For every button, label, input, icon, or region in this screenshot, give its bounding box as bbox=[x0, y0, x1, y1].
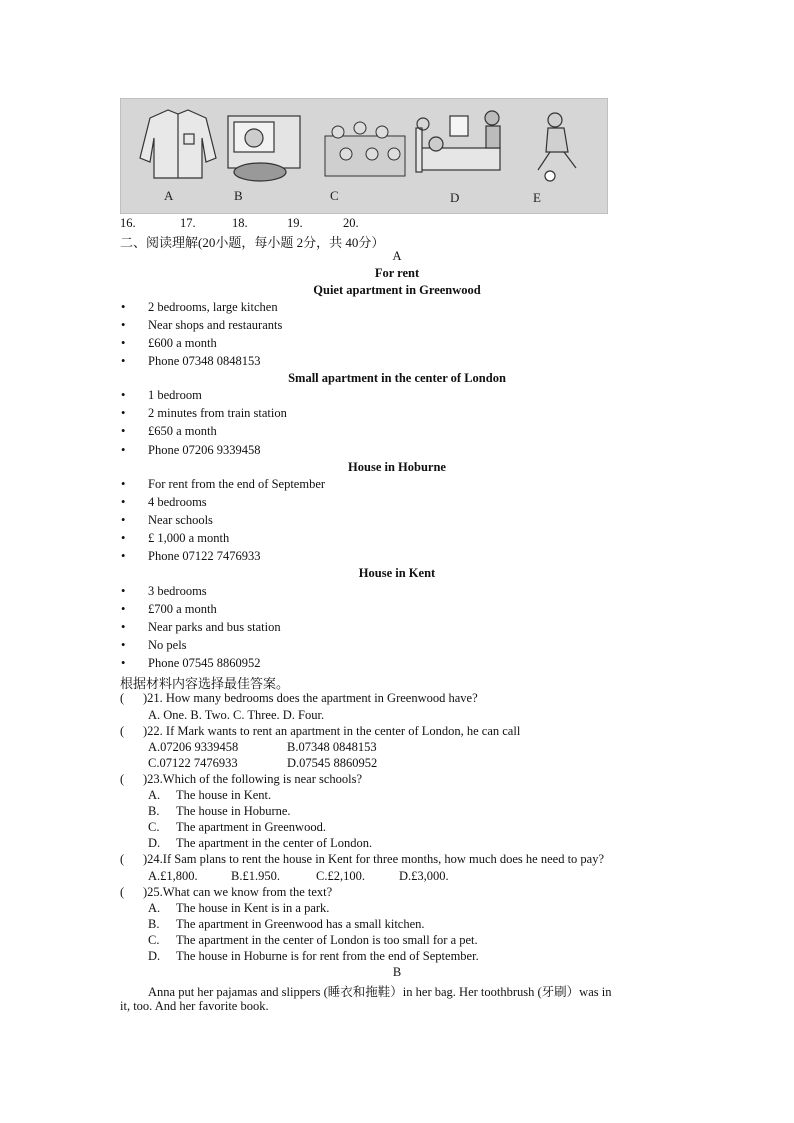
picture-label-e: E bbox=[533, 190, 541, 205]
option-b: B.07348 0848153 bbox=[287, 740, 377, 754]
bullet: • bbox=[121, 584, 126, 598]
picture-label-b: B bbox=[234, 188, 243, 203]
answer-paren-open: ( bbox=[120, 885, 125, 899]
ad-heading: Small apartment in the center of London bbox=[288, 371, 506, 385]
bullet: • bbox=[121, 336, 126, 350]
bullet: • bbox=[121, 443, 126, 457]
option-a: A.£1,800. bbox=[148, 869, 198, 883]
option-text: The apartment in Greenwood. bbox=[176, 820, 326, 834]
option-d: D.07545 8860952 bbox=[287, 756, 378, 770]
option-letter: B. bbox=[148, 804, 160, 818]
question-text: 21. How many bedrooms does the apartment in Greenwood have? bbox=[147, 691, 478, 705]
option-letter: D. bbox=[148, 949, 161, 963]
question-stem bbox=[143, 885, 332, 900]
ad-item: Phone 07122 7476933 bbox=[148, 549, 261, 563]
option-text: The house in Kent. bbox=[176, 788, 272, 802]
bullet: • bbox=[121, 531, 126, 545]
answer-number-20: 20. bbox=[343, 216, 359, 230]
option-text: The house in Kent is in a park. bbox=[176, 901, 330, 915]
passage-b-line: Anna put her pajamas and slippers (睡衣和拖鞋）in her bag. Her toothbrush (牙刷）was in bbox=[148, 985, 612, 999]
bullet: • bbox=[121, 549, 126, 563]
option-letter: C. bbox=[148, 933, 160, 947]
answer-paren-open: ( bbox=[120, 691, 125, 705]
option-letter: A. bbox=[148, 901, 161, 915]
bullet: • bbox=[121, 424, 126, 438]
question-text: 22. If Mark wants to rent an apartment in the center of London, he can call bbox=[147, 724, 521, 738]
instruction: 根据材料内容选择最佳答案。 bbox=[120, 676, 290, 691]
question-options: A. One. B. Two. C. Three. D. Four. bbox=[148, 708, 325, 722]
ad-item: No pels bbox=[148, 638, 187, 652]
ad-item: Near schools bbox=[148, 513, 213, 527]
answer-paren-open: ( bbox=[120, 772, 125, 786]
picture-label-a: A bbox=[164, 188, 174, 203]
ad-item: Phone 07348 0848153 bbox=[148, 354, 261, 368]
option-text: The apartment in the center of London. bbox=[176, 836, 373, 850]
option-text: The house in Hoburne. bbox=[176, 804, 291, 818]
ad-item: Near shops and restaurants bbox=[148, 318, 283, 332]
answer-paren-close: ) bbox=[143, 772, 148, 786]
section-heading: 二、阅读理解(20小题，每小题 2分，共 40分） bbox=[120, 235, 385, 250]
option-c: C.£2,100. bbox=[316, 869, 365, 883]
option-d: D.£3,000. bbox=[399, 869, 449, 883]
bullet: • bbox=[121, 477, 126, 491]
bullet: • bbox=[121, 513, 126, 527]
option-text: The apartment in Greenwood has a small kitchen. bbox=[176, 917, 425, 931]
ad-item: 1 bedroom bbox=[148, 388, 202, 402]
answer-paren-close: ) bbox=[143, 885, 148, 899]
bullet: • bbox=[121, 656, 126, 670]
question-stem bbox=[143, 772, 362, 787]
ad-item: 2 minutes from train station bbox=[148, 406, 287, 420]
question-stem bbox=[143, 852, 604, 867]
question-stem bbox=[143, 691, 478, 706]
bullet: • bbox=[121, 318, 126, 332]
option-letter: A. bbox=[148, 788, 161, 802]
ad-item: £700 a month bbox=[148, 602, 217, 616]
answer-number-16: 16. bbox=[120, 216, 136, 230]
option-text: The house in Hoburne is for rent from the end of September. bbox=[176, 949, 479, 963]
bullet: • bbox=[121, 495, 126, 509]
ad-item: Phone 07206 9339458 bbox=[148, 443, 261, 457]
bullet: • bbox=[121, 620, 126, 634]
answer-paren-close: ) bbox=[143, 724, 148, 738]
bullet: • bbox=[121, 602, 126, 616]
passage-b-letter: B bbox=[392, 965, 402, 979]
passage-a-title: For rent bbox=[374, 266, 420, 280]
answer-number-18: 18. bbox=[232, 216, 248, 230]
option-letter: C. bbox=[148, 820, 160, 834]
passage-b-line: it, too. And her favorite book. bbox=[120, 999, 269, 1013]
passage-a-letter: A bbox=[392, 249, 402, 263]
ad-heading: Quiet apartment in Greenwood bbox=[313, 283, 481, 297]
ad-item: £650 a month bbox=[148, 424, 217, 438]
question-text: 23.Which of the following is near schools? bbox=[147, 772, 363, 786]
question-text: 25.What can we know from the text? bbox=[147, 885, 333, 899]
answer-number-19: 19. bbox=[287, 216, 303, 230]
option-letter: B. bbox=[148, 917, 160, 931]
option-a: A.07206 9339458 bbox=[148, 740, 239, 754]
answer-paren-open: ( bbox=[120, 852, 125, 866]
option-letter: D. bbox=[148, 836, 161, 850]
question-text: 24.If Sam plans to rent the house in Kent for three months, how much does he need to pay? bbox=[147, 852, 605, 866]
bullet: • bbox=[121, 354, 126, 368]
ad-item: 4 bedrooms bbox=[148, 495, 207, 509]
ad-item: £600 a month bbox=[148, 336, 217, 350]
ad-item: £ 1,000 a month bbox=[148, 531, 230, 545]
answer-paren-close: ) bbox=[143, 852, 148, 866]
bullet: • bbox=[121, 300, 126, 314]
question-stem bbox=[143, 724, 520, 739]
ad-heading: House in Hoburne bbox=[348, 460, 446, 474]
ad-item: Near parks and bus station bbox=[148, 620, 281, 634]
option-b: B.£1.950. bbox=[231, 869, 280, 883]
ad-heading: House in Kent bbox=[358, 566, 436, 580]
ad-item: 3 bedrooms bbox=[148, 584, 207, 598]
ad-item: Phone 07545 8860952 bbox=[148, 656, 261, 670]
picture-label-d: D bbox=[450, 190, 460, 205]
ad-item: For rent from the end of September bbox=[148, 477, 326, 491]
listening-pictures-figure bbox=[120, 98, 608, 214]
option-c: C.07122 7476933 bbox=[148, 756, 238, 770]
answer-paren-open: ( bbox=[120, 724, 125, 738]
bullet: • bbox=[121, 406, 126, 420]
bullet: • bbox=[121, 388, 126, 402]
answer-number-17: 17. bbox=[180, 216, 196, 230]
answer-paren-close: ) bbox=[143, 691, 148, 705]
picture-label-c: C bbox=[330, 188, 339, 203]
bullet: • bbox=[121, 638, 126, 652]
ad-item: 2 bedrooms, large kitchen bbox=[148, 300, 278, 314]
option-text: The apartment in the center of London is too small for a pet. bbox=[176, 933, 478, 947]
